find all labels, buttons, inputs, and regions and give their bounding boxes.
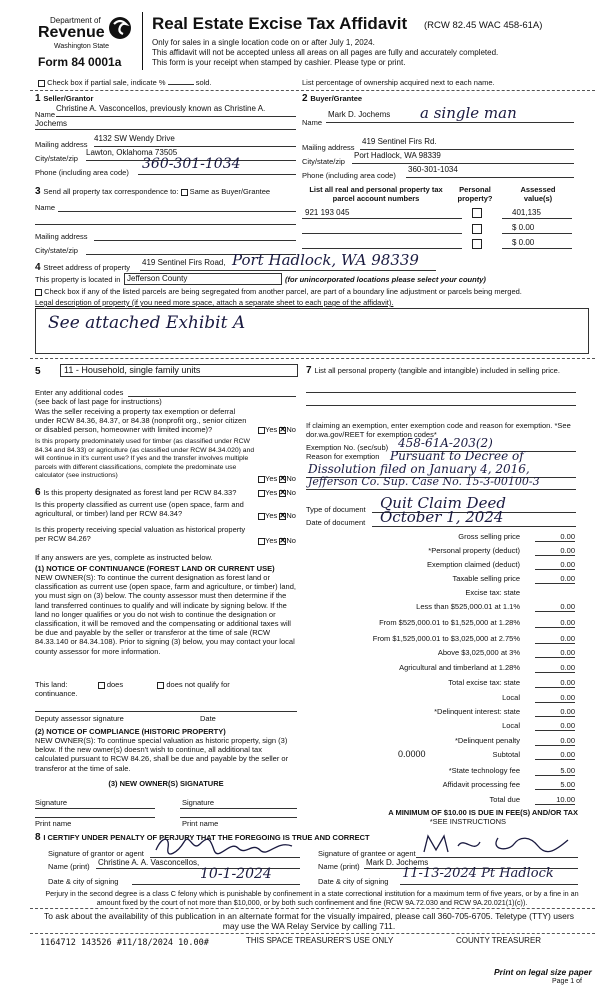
seller-mail-field[interactable]: 4132 SW Wendy Drive: [94, 134, 175, 143]
calc-value[interactable]: 0.00: [535, 707, 575, 717]
exemption-no-label: Exemption No. (sec/sub): [306, 443, 389, 452]
exemption-instructions: If claiming an exemption, enter exemption code and reason for exemption. *See dor.wa.gov/REET for exemption codes*: [306, 421, 571, 439]
timber-no-checkbox[interactable]: [279, 476, 286, 483]
grantor-sig-label: Signature of grantor or agent: [48, 849, 144, 858]
calc-value[interactable]: 0.00: [535, 648, 575, 658]
historic-no-checkbox[interactable]: [279, 538, 286, 545]
see-instructions: *SEE INSTRUCTIONS: [429, 817, 506, 826]
header-line-2: This affidavit will not be accepted unless all areas on all pages are fully and accurately completed.: [152, 48, 499, 57]
statute-ref: (RCW 82.45 WAC 458-61A): [424, 20, 543, 31]
county-note: (for unincorporated locations please select your county): [285, 275, 486, 284]
calc-value[interactable]: 0.00: [535, 678, 575, 688]
parcel-number-1[interactable]: 921 193 045: [305, 208, 350, 217]
reason-line-1[interactable]: Pursuant to Decree of: [390, 449, 524, 463]
dor-logo: [38, 14, 134, 60]
timber-question: Is this property predominately used for timber (as classified under RCW 84.34 and 84.33) or agriculture (as classified under RCW 84.34.020) and will continue in it's current use? If yes and the transfer involves multiple parcels with different classifications, complete the predominate use calculator (see instructions): [35, 438, 255, 479]
owner-sig-label-1: Signature: [35, 798, 68, 807]
corr-mail-label: Mailing address: [35, 232, 88, 241]
personal-property-label: 7 List all personal property (tangible and intangible) included in selling price.: [306, 365, 560, 376]
grantor-date-label: Date & city of signing: [48, 877, 119, 886]
owner-print-label-1: Print name: [35, 819, 72, 828]
calc-value[interactable]: 5.00: [535, 780, 575, 790]
use-code-select[interactable]: [60, 364, 298, 377]
partial-sold-label: sold.: [195, 78, 212, 87]
buyer-mail-label: Mailing address: [302, 143, 355, 152]
ownership-note: List percentage of ownership acquired next to each name.: [302, 78, 495, 87]
new-owner-sig-heading: (3) NEW OWNER(S) SIGNATURE: [108, 779, 224, 788]
personal-property-checkbox-3[interactable]: [472, 239, 482, 249]
assessed-value-1[interactable]: 401,135: [512, 208, 541, 217]
seller-name-cont[interactable]: Jochems: [35, 119, 68, 128]
tax-corr-row: 3 Send all property tax correspondence to: Same as Buyer/Grantee: [35, 186, 271, 197]
assessed-value-2[interactable]: $ 0.00: [512, 223, 535, 232]
grantee-signature: [418, 832, 578, 856]
partial-sale-label: Check box if partial sale, indicate %: [47, 78, 166, 87]
deputy-sig-label: Deputy assessor signature: [35, 714, 124, 723]
street-label: 4 Street address of property: [35, 262, 131, 273]
page-number: Page 1 of: [552, 978, 582, 985]
exemption-no-checkbox[interactable]: [279, 427, 286, 434]
grantee-date-label: Date & city of signing: [318, 877, 389, 886]
doc-date-field[interactable]: October 1, 2024: [380, 508, 504, 526]
historic-yes-no: Yes ✕ No: [258, 536, 296, 545]
current-use-question: Is this property classified as current use (open space, farm and agricultural, or timber) land per RCW 84.34?: [35, 500, 244, 518]
grantor-print-label: Name (print): [48, 862, 90, 871]
calc-value[interactable]: 10.00: [535, 795, 575, 805]
reason-line-2[interactable]: Dissolution filed on January 4, 2016,: [308, 462, 530, 476]
calc-label: Subtotal: [492, 750, 520, 759]
calc-value[interactable]: 5.00: [535, 766, 575, 776]
sec5-number: 5: [35, 366, 41, 377]
forest-question: 6 Is this property designated as forest land per RCW 84.33?: [35, 487, 237, 498]
revenue-text: Revenue: [38, 24, 105, 41]
calc-value[interactable]: 0.00: [535, 560, 575, 570]
calc-value[interactable]: 0.00: [535, 750, 575, 760]
assessed-value-3[interactable]: $ 0.00: [512, 238, 535, 247]
doc-type-label: Type of document: [306, 505, 366, 514]
seller-name-label: Name: [35, 110, 56, 119]
calc-value[interactable]: 0.00: [535, 532, 575, 542]
timber-yes-no: Yes ✕ No: [258, 474, 296, 483]
calc-value[interactable]: 0.00: [535, 721, 575, 731]
owner-sig-label-2: Signature: [182, 798, 215, 807]
street-hand: Port Hadlock, WA 98339: [232, 251, 419, 269]
calc-value[interactable]: 0.00: [535, 602, 575, 612]
parcel-col-header: List all real and personal property tax parcel account numbers: [309, 185, 443, 203]
calc-value[interactable]: 0.00: [535, 663, 575, 673]
perjury-text: Perjury in the second degree is a class C felony which is punishable by confinement in a state correctional institution for a maximum term of five years, or by a fine in an amount fixed by the court of not more than $10,000, or by both such confinement and fine (RCW 9A.72.030 and RCW 9A.20.021(1)(c)).: [45, 889, 579, 907]
additional-codes-note: (see back of last page for instructions): [35, 397, 162, 406]
buyer-city-label: City/state/zip: [302, 157, 345, 166]
deputy-date-label: Date: [200, 714, 216, 723]
does-qualify-checkbox[interactable]: [98, 682, 105, 689]
personal-property-checkbox-1[interactable]: [472, 208, 482, 218]
historic-question: Is this property receiving special valuation as historical property per RCW 84.26?: [35, 525, 246, 543]
assessed-col-header: Assessed value(s): [520, 185, 556, 203]
seller-phone-field[interactable]: 360-301-1034: [142, 156, 241, 172]
calc-value[interactable]: 0.00: [535, 618, 575, 628]
current-use-yes-checkbox[interactable]: [258, 513, 265, 520]
calc-label: Exemption claimed (deduct): [427, 560, 520, 569]
calc-label: Taxable selling price: [452, 574, 520, 583]
grantee-sig-label: Signature of grantee or agent: [318, 849, 416, 858]
calc-label: Above $3,025,000 at 3%: [437, 648, 520, 657]
calc-label: *State technology fee: [448, 766, 520, 775]
header-line-3: This form is your receipt when stamped by cashier. Please type or print.: [152, 58, 406, 67]
personal-col-header: Personal property?: [457, 185, 493, 203]
county-value: Jefferson County: [127, 274, 188, 283]
if-any-yes: If any answers are yes, complete as instructed below.: [35, 553, 213, 562]
calc-label: Total excise tax: state: [448, 678, 520, 687]
exemption-yes-no: Yes ✕ No: [258, 425, 296, 434]
use-code-value: 11 - Household, single family units: [64, 365, 201, 375]
does-not-qualify-checkbox[interactable]: [157, 682, 164, 689]
treasurer-use-label: THIS SPACE TREASURER'S USE ONLY: [246, 936, 394, 945]
certify-heading: 8 I CERTIFY UNDER PENALTY OF PERJURY THAT THE FOREGOING IS TRUE AND CORRECT: [35, 832, 370, 843]
grantor-signature: [152, 834, 302, 856]
buyer-mail-field[interactable]: 419 Sentinel Firs Rd.: [362, 137, 437, 146]
calc-value[interactable]: 0.00: [535, 546, 575, 556]
recording-stamp: 1164712 143526 #11/18/2024 10.00#: [40, 938, 209, 948]
corr-city-label: City/state/zip: [35, 246, 78, 255]
county-treasurer-label: COUNTY TREASURER: [456, 936, 542, 945]
form-number: Form 84 0001a: [38, 55, 122, 69]
forest-yes-no: Yes ✕ No: [258, 488, 296, 497]
calc-label: *Personal property (deduct): [428, 546, 520, 555]
street-field[interactable]: 419 Sentinel Firs Road,: [142, 258, 226, 267]
calc-label: Less than $525,000.01 at 1.1%: [416, 602, 520, 611]
legal-desc-hand: See attached Exhibit A: [48, 313, 246, 333]
buyer-city-field[interactable]: Port Hadlock, WA 98339: [354, 151, 441, 160]
exemption-no-field[interactable]: 458-61A-203(2): [398, 436, 493, 450]
county-select[interactable]: [124, 273, 282, 285]
buyer-name-field[interactable]: Mark D. Jochems: [328, 110, 391, 119]
calc-label: Agricultural and timberland at 1.28%: [399, 663, 520, 672]
legal-desc-box[interactable]: [35, 308, 589, 354]
dept-text: Department of: [50, 16, 101, 25]
grantor-date-field[interactable]: 10-1-2024: [200, 866, 272, 882]
partial-sale-checkbox[interactable]: [38, 80, 45, 87]
same-as-buyer-checkbox[interactable]: [181, 189, 188, 196]
calc-value[interactable]: 0.00: [535, 574, 575, 584]
current-use-yes-no: Yes ✕ No: [258, 511, 296, 520]
wa-state-text: Washington State: [54, 43, 109, 50]
seller-name-field[interactable]: Christine A. Vasconcellos, previously known as Christine A.: [56, 104, 266, 113]
seller-mail-label: Mailing address: [35, 140, 88, 149]
grantor-print-name[interactable]: Christine A. A. Vasconcellos,: [98, 858, 200, 867]
calc-value[interactable]: 0.00: [535, 634, 575, 644]
forest-no-checkbox[interactable]: [279, 490, 286, 497]
notice-compliance-heading: (2) NOTICE OF COMPLIANCE (HISTORIC PROPERTY): [35, 727, 226, 736]
print-legal-note: Print on legal size paper: [494, 967, 592, 977]
reason-label: Reason for exemption: [306, 452, 380, 461]
exemption-yes-checkbox[interactable]: [258, 427, 265, 434]
corr-name-label: Name: [35, 203, 56, 212]
buyer-phone-field[interactable]: 360-301-1034: [408, 165, 458, 174]
calc-value[interactable]: 0.00: [535, 693, 575, 703]
seller-phone-label: Phone (including area code): [35, 168, 129, 177]
calc-value[interactable]: 0.00: [535, 736, 575, 746]
calc-label: *Delinquent penalty: [454, 736, 520, 745]
this-land-row: This land: does does not qualify for: [35, 680, 230, 689]
notice-compliance-text: NEW OWNER(S): To continue special valuation as historic property, sign (3) below. If the new owner(s) doesn't wish to continue, all additional tax calculated pursuant to RCW 84.26, shall be due and payable by the seller or transferor at the time of sale.: [35, 736, 289, 773]
grantee-print-label: Name (print): [318, 862, 360, 871]
historic-yes-checkbox[interactable]: [258, 538, 265, 545]
buyer-phone-label: Phone (including area code): [302, 171, 396, 180]
calc-label: Total due: [489, 795, 520, 804]
page-title: Real Estate Excise Tax Affidavit: [152, 14, 408, 33]
reason-line-3[interactable]: Jefferson Co. Sup. Case No. 15-3-00100-3: [308, 475, 540, 488]
continuance-label: continuance.: [35, 689, 78, 698]
notice-continuance-heading: (1) NOTICE OF CONTINUANCE (FOREST LAND OR CURRENT USE): [35, 564, 275, 573]
calc-label: Local: [502, 693, 520, 702]
notice-continuance-text: NEW OWNER(S): To continue the current designation as forest land or classification as current use (open space, farm and agriculture, or timber) land, you must sign on (3) below. The county assessor must then determine if the land transferred continues to qualify and will indicate by signing below. If the land no longer qualifies or you do not wish to continue the designation or classification, it will be removed and the compensating or additional taxes will be due and payable by the seller or transferor at the time of sale (RCW 84.33.140 or 84.34.108). Prior to signing (3) below, you may contact your local county assessor for more information.: [35, 573, 296, 656]
local-rate: 0.0000: [398, 749, 426, 759]
timber-yes-checkbox[interactable]: [258, 476, 265, 483]
buyer-name-label: Name: [302, 118, 323, 127]
buyer-section-number: 2 Buyer/Grantee: [302, 93, 363, 104]
additional-codes-label: Enter any additional codes: [35, 388, 124, 397]
current-use-no-checkbox[interactable]: [279, 513, 286, 520]
minimum-due-note: A MINIMUM OF $10.00 IS DUE IN FEE(S) AND/OR TAX: [388, 808, 578, 817]
calc-label: From $525,000.01 to $1,525,000 at 1.28%: [379, 618, 520, 627]
header-divider: [142, 12, 143, 70]
located-label: This property is located in: [35, 275, 121, 284]
revenue-logo-icon: [108, 14, 132, 42]
buyer-name-hand: a single man: [420, 104, 517, 122]
exemption-question: Was the seller receiving a property tax exemption or deferral under RCW 84.36, 84.37, or 84.38 (nonprofit org., senior citizen or disabled person, homeowner with limited income)?: [35, 407, 247, 434]
personal-property-checkbox-2[interactable]: [472, 224, 482, 234]
owner-print-label-2: Print name: [182, 819, 219, 828]
header-line-1: Only for sales in a single location code on or after July 1, 2024.: [152, 38, 375, 47]
calc-label: Gross selling price: [458, 532, 520, 541]
forest-yes-checkbox[interactable]: [258, 490, 265, 497]
seller-city-field[interactable]: Lawton, Oklahoma 73505: [86, 148, 178, 157]
doc-type-field[interactable]: Quit Claim Deed: [380, 494, 506, 512]
doc-date-label: Date of document: [306, 518, 366, 527]
calc-label: *Delinquent interest: state: [434, 707, 520, 716]
alt-format-notice: To ask about the availability of this publication in an alternate format for the visually impaired, please call 360-705-6705. Teletype (TTY) users may use the WA Relay Service by calling 711.: [44, 911, 574, 931]
calc-label: Local: [502, 721, 520, 730]
partial-sale-row: [38, 78, 212, 87]
legal-desc-label: Legal description of property (if you need more space, attach a separate sheet to each page of the affidavit).: [35, 298, 394, 307]
seller-section-number: 1 Seller/Grantor: [35, 93, 94, 104]
seller-city-label: City/state/zip: [35, 154, 78, 163]
segregation-checkbox[interactable]: [35, 289, 42, 296]
segregation-row: Check box if any of the listed parcels are being segregated from another parcel, are part of a boundary line adjustment or parcels being merged.: [35, 287, 522, 296]
calc-label: Excise tax: state: [465, 588, 520, 597]
grantee-print-name[interactable]: Mark D. Jochems: [366, 858, 429, 867]
calc-label: Affidavit processing fee: [442, 780, 520, 789]
grantee-date-field[interactable]: 11-13-2024 Pt Hadlock: [402, 866, 554, 881]
calc-label: From $1,525,000.01 to $3,025,000 at 2.75%: [372, 634, 520, 643]
